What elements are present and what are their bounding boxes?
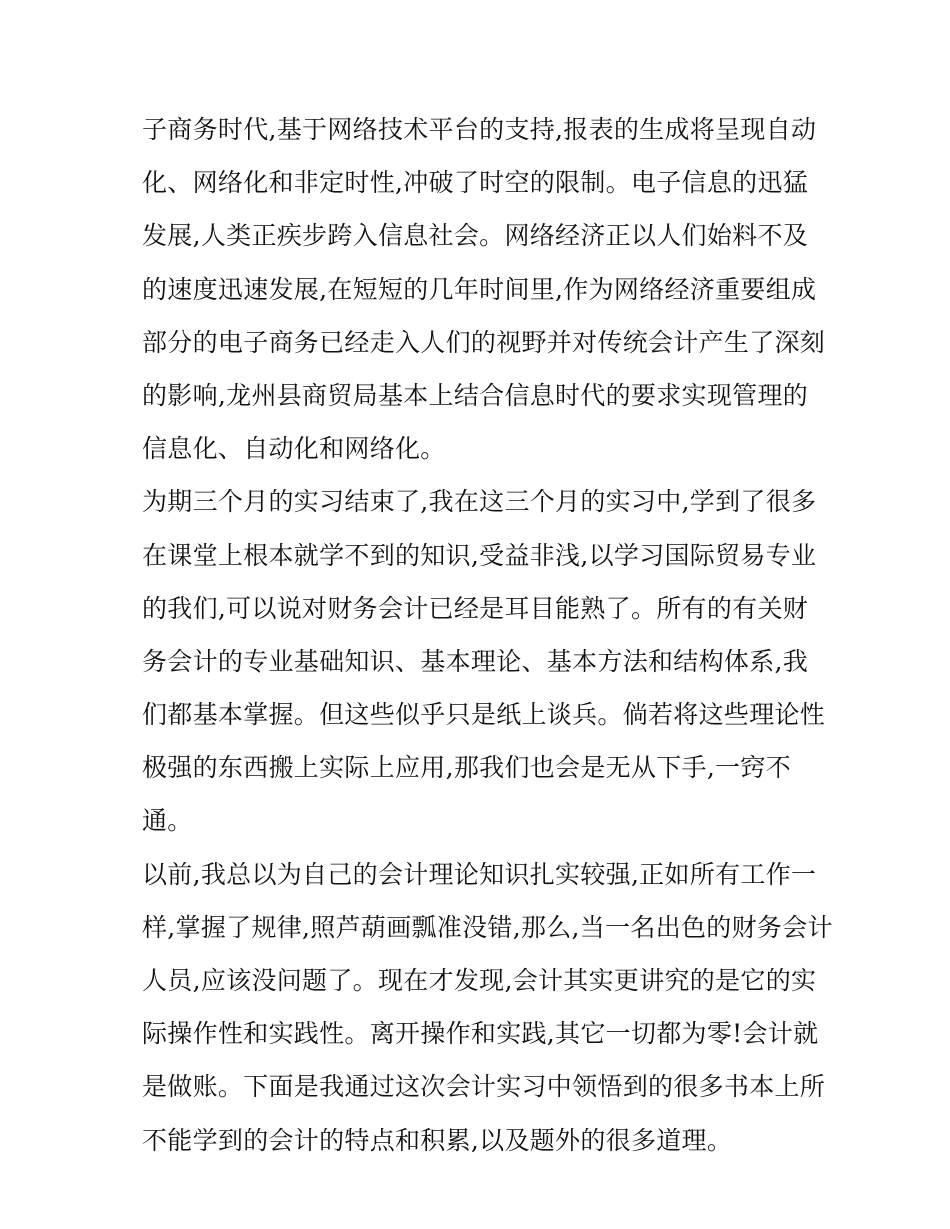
text-line: 信息化、自动化和网络化。 [142, 434, 446, 464]
text-line: 在课堂上根本就学不到的知识,受益非浅,以学习国际贸易专业 [142, 540, 817, 570]
text-line: 们都基本掌握。但这些似乎只是纸上谈兵。倘若将这些理论性 [142, 700, 826, 730]
text-line: 的我们,可以说对财务会计已经是耳目能熟了。所有的有关财 [142, 593, 809, 623]
text-line: 际操作性和实践性。离开操作和实践,其它一切都为零!会计就 [142, 1019, 819, 1049]
text-line: 部分的电子商务已经走入人们的视野并对传统会计产生了深刻 [142, 327, 826, 357]
text-line: 的速度迅速发展,在短短的几年时间里,作为网络经济重要组成 [142, 274, 817, 304]
text-line: 化、网络化和非定时性,冲破了时空的限制。电子信息的迅猛 [142, 168, 809, 198]
text-line: 子商务时代,基于网络技术平台的支持,报表的生成将呈现自动 [142, 115, 817, 144]
text-line: 是做账。下面是我通过这次会计实习中领悟到的很多书本上所 [142, 1072, 826, 1102]
text-line: 样,掌握了规律,照芦葫画瓢准没错,那么,当一名出色的财务会计 [142, 912, 833, 942]
text-line: 发展,人类正疾步跨入信息社会。网络经济正以人们始料不及 [142, 221, 809, 251]
body-text [142, 103, 842, 1167]
text-line: 以前,我总以为自己的会计理论知识扎实较强,正如所有工作一 [142, 859, 817, 889]
text-line: 务会计的专业基础知识、基本理论、基本方法和结构体系,我 [142, 646, 809, 676]
text-line: 通。 [142, 806, 193, 836]
text-line: 的影响,龙州县商贸局基本上结合信息时代的要求实现管理的 [142, 380, 809, 410]
text-line: 为期三个月的实习结束了,我在这三个月的实习中,学到了很多 [142, 487, 817, 517]
text-line: 极强的东西搬上实际上应用,那我们也会是无从下手,一窍不 [142, 753, 791, 783]
text-line: 人员,应该没问题了。现在才发现,会计其实更讲究的是它的实 [142, 966, 817, 995]
text-line: 不能学到的会计的特点和积累,以及题外的很多道理。 [142, 1125, 733, 1155]
